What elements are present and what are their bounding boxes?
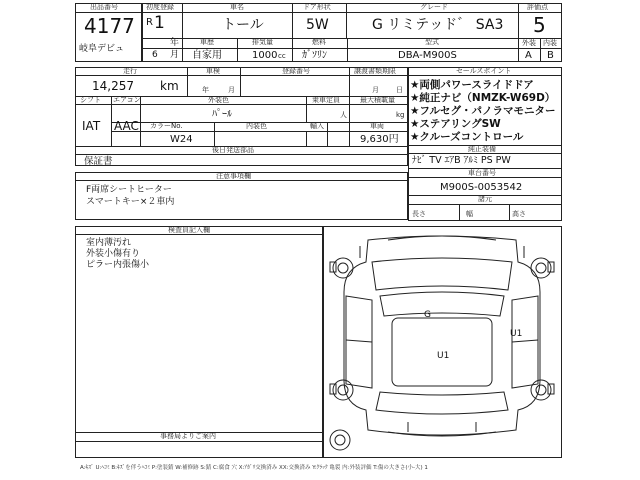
sales-points-label: セールスポイント (456, 67, 512, 75)
shift-label: シフト (80, 96, 101, 104)
exterior-score: A (525, 50, 532, 61)
colorno-label: カラーNo. (150, 122, 183, 130)
rental-month: 月 (372, 86, 379, 94)
model: DBA-M900S (398, 50, 457, 61)
damage-mark-u1-side: U1 (510, 329, 523, 339)
spec-label: 諸元 (478, 195, 492, 203)
displacement-label: 排気量 (252, 38, 273, 46)
sales-point-1: ★両側パワースライドドア (410, 79, 534, 91)
era-text: R (146, 17, 153, 28)
height-label: 高さ (512, 210, 526, 218)
person-unit: 人 (340, 111, 347, 119)
chassis-label: 車台番号 (468, 169, 496, 177)
width-label: 幅 (466, 210, 473, 218)
import-label: 輸入 (310, 122, 324, 130)
month-value: 6 (152, 50, 158, 60)
sales-point-4: ★ステアリングSW (410, 118, 501, 130)
cc-unit: cc (278, 52, 286, 60)
aircon-label: エアコン (113, 96, 141, 104)
damage-mark-u1-center: U1 (437, 351, 450, 361)
usage: 自家用 (192, 50, 222, 61)
sales-point-2: ★純正ナビ（NMZK-W69D） (410, 92, 556, 104)
inspector-note-1: 室内薄汚れ (86, 238, 132, 248)
equip-label: 純正装備 (468, 145, 496, 153)
year-label: 年 (170, 38, 180, 48)
mileage-unit: km (160, 79, 179, 93)
length-label: 長さ (412, 210, 426, 218)
era-year: 1 (154, 13, 165, 33)
fuel-label: 燃料 (312, 38, 326, 46)
grade: G リミテッド゛ SA3 (372, 17, 504, 33)
door-label: ドア形状 (303, 3, 331, 11)
interior-color-label: 内装色 (246, 122, 267, 130)
legend-footer: A:ｷｽﾞ U:ﾍｺﾐ B:ｷｽﾞを伴うﾍｺﾐ P:塗装錆 W:補修跡 S:錆 C:腐食 穴 X:ｱｶﾞﾘ交換済み XX:交換済み Y:ｸﾗｯｸ 亀裂 内:外装評価 T:傷の大きさ(小-大) 1 (80, 465, 428, 471)
color-number: W24 (170, 134, 193, 145)
shift: IAT (82, 119, 101, 133)
inspector-note-2: 外装小傷有り (86, 249, 141, 259)
notes-line-2: スマートキー×２車内 (86, 197, 175, 207)
price: 9,630円 (360, 134, 399, 145)
notes-label: 注意事項欄 (216, 172, 251, 180)
interior-label: 内装 (543, 39, 557, 47)
score-label: 評価点 (527, 3, 548, 11)
rental-label: 譲渡書類期限 (354, 67, 396, 75)
carname-label: 車名 (230, 3, 244, 11)
sales-point-5: ★クルーズコントロール (410, 131, 524, 143)
kg-unit: kg (396, 111, 405, 119)
chassis-number: M900S-0053542 (440, 182, 523, 193)
overall-score: 5 (533, 13, 546, 37)
car-name: トール (222, 17, 264, 33)
color-label: 外装色 (208, 96, 229, 104)
lot-number: 4177 (84, 14, 135, 38)
first-reg-label: 初度登録 (146, 3, 174, 11)
inspection-year: 年 (202, 86, 209, 94)
warranty: 保証書 (84, 156, 113, 167)
price-label: 車両 (370, 122, 384, 130)
rental-day: 日 (396, 86, 403, 94)
inspector-label: 検査員記入欄 (168, 226, 210, 234)
capacity-label: 乗車定員 (312, 96, 340, 104)
damage-mark-g: G (424, 310, 431, 320)
exterior-label: 外装 (522, 39, 536, 47)
door-type: 5W (306, 17, 329, 33)
exterior-color: ﾊﾟｰﾙ (212, 109, 232, 120)
inspection-label: 車検 (206, 67, 220, 75)
sales-point-3: ★フルセグ・パノラマモニター (410, 105, 556, 117)
office-label: 事務局よりご案内 (160, 432, 216, 440)
usage-label: 車歴 (200, 38, 214, 46)
inspector-note-3: ピラー内張傷小 (86, 260, 150, 270)
lot-number-label: 出品番号 (90, 3, 118, 11)
equipment: ﾅﾋﾞ TV ｴｱB ｱﾙﾐ PS PW (412, 155, 511, 166)
load-label: 最大積載量 (360, 96, 395, 104)
debut-text: 岐阜デビュ (79, 44, 125, 54)
regno-label: 登録番号 (282, 67, 310, 75)
grade-label: グレード (420, 3, 448, 11)
notes-line-1: F両席シートヒーター (86, 185, 172, 195)
interior-score: B (547, 50, 554, 61)
fuel: ｶﾞｿﾘﾝ (302, 50, 327, 61)
month-label: 月 (170, 50, 180, 60)
aircon: AAC (114, 119, 139, 133)
displacement: 1000 (252, 50, 278, 61)
model-label: 型式 (425, 38, 439, 46)
mileage-label: 走行 (123, 67, 137, 75)
inspection-month: 月 (228, 86, 235, 94)
parts-label: 後日発送部品 (212, 146, 254, 154)
mileage: 14,257 (92, 79, 134, 93)
